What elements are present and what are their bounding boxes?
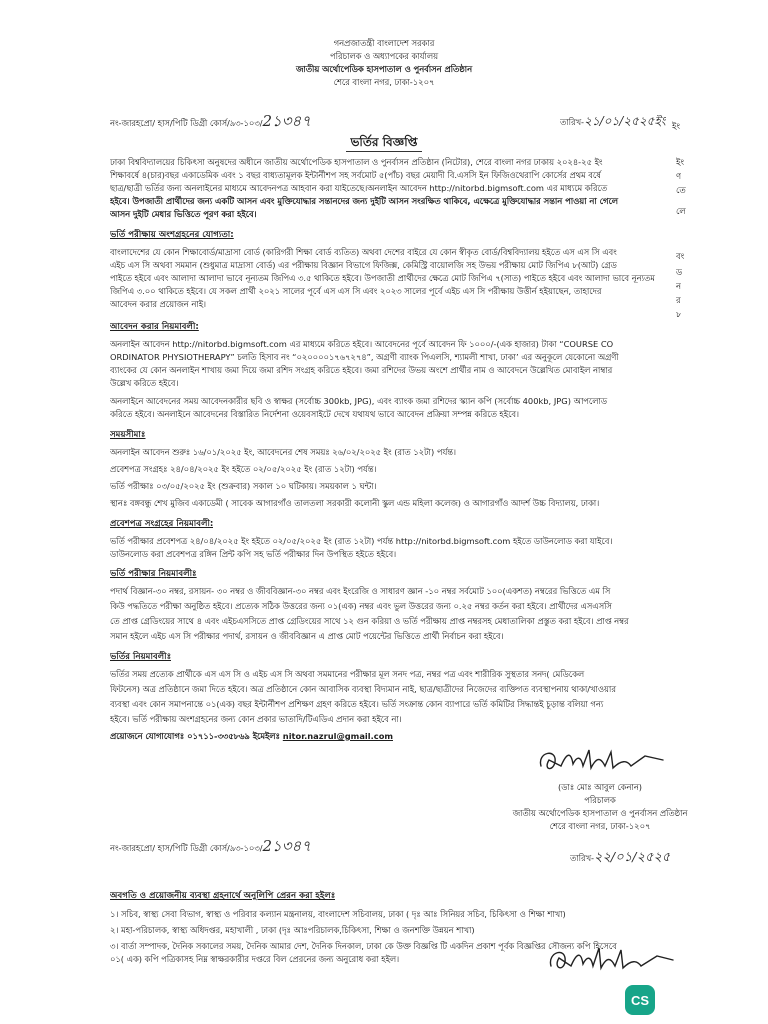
contact-email-label: ইমেইলঃ	[252, 731, 280, 741]
distribution-item: ০১( এক) কপি পত্রিকাসহ নিম্ন স্বাক্ষরকারীর দপ্তরে বিল প্রেরনের জন্য অনুরোধ করা হইল।	[110, 954, 400, 964]
edge-fragment: ড	[676, 267, 683, 277]
memo2-reference-number: 2১৩৪৭	[262, 840, 312, 854]
intro-line: শিক্ষাবর্ষে ৪(চার)বছর একাডেমিক এবং ১ বছর বাধ্যতামূলক ইন্টার্নীশপ সহ সর্বমোট ৫(পাঁচ) বছর মেয়াদী বি.এসসি ইন ফিজিওথেরাপি কোর্সের প্রথম বর্ষে	[110, 170, 601, 180]
eligibility-heading: ভর্তি পরীক্ষায় অংশগ্রহনের যোগ্যতা:	[110, 230, 234, 240]
signature-icon	[535, 742, 670, 778]
exam-line: কিউ পদ্ধতিতে পরীক্ষা অনুষ্ঠিত হইবে। প্রত্যেক সঠিক উত্তরের জন্য ০১(এক) নম্বর এবং ভুল উত্তরের জন্য ০.২৫ নম্বর কর্তন করা হইবে। প্রার্থীদের এসএসসি	[110, 601, 612, 611]
exam-line: তে প্রাপ্ত গ্রেডিংয়ের সাথে ৪ এবং এইচএসসিতে প্রাপ্ত গ্রেডিংয়ের সাথে ১২ গুন করিয়া ও ভর্তি পরীক্ষায় প্রাপ্ত নম্বরসহ মেধাতালিকা প্রস্তুত করা হইবে। প্রাপ্ত নম্বর	[110, 616, 629, 626]
distribution-item: ১। সচিব, স্বাস্থ্য সেবা বিভাগ, স্বাস্থ্য ও পরিবার কল্যান মন্ত্রনালয়, বাংলাদেশ সচিবালয়, ঢাকা ( দৃঃ আঃ সিনিয়র সচিব, চিকিৎসা ও শিক্ষা শাখা)	[110, 909, 566, 919]
contact-email[interactable]: nitor.nazrul@gmail.com	[282, 731, 394, 741]
title-underline	[346, 151, 422, 152]
admission-line: ব্যবস্থা এবং কোন সমাপনান্তে ০১(এক) বছর ইন্টার্নীশপ প্রশিক্ষণ গ্রহণ করিতে হইবে। ভর্তি সংক্রান্ত কোন ব্যাপারে ভর্তি কমিটির সিদ্ধান্তই চূড়ান্ত বলিয়া গন্য	[110, 699, 604, 709]
signatory-institute: জাতীয় অর্থোপেডিক হাসপাতাল ও পুনর্বাসন প্রতিষ্ঠান	[512, 808, 688, 818]
memo2-date-prefix: তারিখ-	[570, 853, 595, 863]
apply-line: অনলাইনে আবেদনের সময় আবেদনকারীর ছবি ও স্বাক্ষর (সর্বোচ্চ 300kb, JPG), এবং ব্যাংক জমা রশিদের স্ক্যান কপি (সর্বোচ্চ 400kb, JPG) আপলোড	[110, 396, 607, 406]
intro-line: ছাত্র/ছাত্রী ভর্তির জন্য অনলাইনের মাধ্যমে আবেদনপত্র আহবান করা যাইতেছে।অনলাইন আবেদন http://nitorbd.bigmsoft.com এর মাধ্যমে করিতে	[110, 183, 608, 193]
apply-heading: আবেদন করার নিয়মাবলী:	[110, 322, 199, 332]
memo2-date-value: ২২/০১/২৫২৫	[594, 852, 671, 864]
eligibility-line: এইচ এস সি অথবা সমমান (শুধুমাত্র মাদ্রাসা বোর্ড) এর পরীক্ষায় বিজ্ঞান বিভাগে ফিজিক্স, কেমিস্ট্রি বায়োলজি সহ উভয় পরীক্ষায় মোট জিপিএ ৮(আট) গ্রেড	[110, 260, 617, 270]
memo2-date	[570, 852, 670, 864]
signatory-address: শেরে বাংলা নগর, ঢাকা-১২০৭	[549, 821, 651, 831]
memo-reference-prefix: নং-জারহপ্রো/ হাস/পিটি ডিগ্রী কোর্স/৯৩-১০৩/	[110, 118, 263, 128]
distribution-item: ৩। বার্তা সম্পাদক, দৈনিক সকালের সময়, দৈনিক আমার দেশ, দৈনিক দিনকাল, ঢাকা কে উক্ত বিজ্ঞপ্তি টি একদিন প্রকাশ পূর্বক বিজ্ঞপ্তির সৌজন্য কপি হিসেবে	[110, 941, 617, 951]
apply-line: উল্লেখ করিতে হইবে।	[110, 378, 179, 388]
intro-line: আসন দুইটি মেধার ভিত্তিতে পূরণ করা হইবে।	[110, 209, 257, 219]
intro-line: হইবে। উপজাতী প্রার্থীদের জন্য একটি আসন এবং মুক্তিযোদ্ধার সন্তানদের জন্য দুইটি আসন সংরক্ষিত থাকিবে, এক্ষেত্রে মুক্তিযোদ্ধার সন্তান পাওয়া না গেলে	[110, 196, 618, 206]
exam-line: সমান হইলে এইচ এস সি পরীক্ষার পদার্থ, রসায়ন ও জীববিজ্ঞান এ প্রাপ্ত মোট পয়েন্টের ভিত্তিতে প্রার্থী নির্বাচন করা হইবে।	[110, 631, 504, 641]
edge-fragment: র	[676, 295, 681, 305]
admission-line: হইবে। ভর্তি পরীক্ষায় অংশগ্রহনের জন্য কোন প্রকার ভাতাদি/টিএডিএ প্রদান করা হইবে না।	[110, 714, 402, 724]
contact-label: প্রয়োজনে যোগাযোগঃ	[110, 731, 185, 741]
edge-fragment: লে	[676, 206, 686, 216]
admission-line: ভর্তির সময় প্রত্যেক প্রার্থীকে এস এস সি ও এইচ এস সি অথবা সমমানের পরীক্ষার মূল সনদ পত্র, নম্বর পত্র এবং শারীরিক সুস্থতার সনদ( মেডিকেল	[110, 669, 585, 679]
contact-line	[110, 730, 393, 742]
edge-fragment: ন	[676, 281, 681, 291]
edge-fragment: বং	[676, 251, 685, 261]
memo-date-value: ২১/০১/২৫২৫ইং	[584, 115, 666, 128]
admission-line: ফিটনেস) অত্র প্রতিষ্ঠানে জমা দিতে হইবে। অত্র প্রতিষ্ঠানে কোন আবাসিক ব্যবস্থা বিদ্যমান নাই, ছাত্র/ছাত্রীদের নিজেদের ব্যক্তিগত ব্যবস্থাপনায় থাকা/খাওয়ার	[110, 684, 616, 694]
memo-date	[560, 115, 666, 128]
edge-fragment: তে	[676, 185, 686, 195]
memo2-reference	[110, 840, 311, 854]
intro-line: ঢাকা বিশ্ববিদ্যালয়ের চিকিৎসা অনুষদের অধীনে জাতীয় অর্থোপেডিক হাসপাতাল ও পুনর্বাসন প্রতিষ্ঠান (নিটোর), শেরে বাংলা নগর ঢাকায় ২০২৪-২৫ ইং	[110, 157, 603, 167]
apply-line: অনলাইন আবেদন http://nitorbd.bigmsoft.com এর মাধ্যমে করিতে হইবে। আবেদনের পূর্বে আবেদন ফি ১০০০/-(এক হাজার) টাকা “COURSE CO	[110, 339, 614, 349]
contact-phone: ০১৭১১-৩৩৫৮৬৯	[187, 731, 250, 741]
edge-fragment: ণ	[676, 171, 682, 181]
memo-reference-number: 2১৩৪৭	[262, 115, 312, 129]
schedule-heading: সময়সীমাঃ	[110, 430, 146, 440]
memo-date-prefix: তারিখ-	[560, 117, 585, 127]
admit-heading: প্রবেশপত্র সংগ্রহের নিয়মাবলী:	[110, 519, 214, 529]
eligibility-line: পাইতে হইবে এবং আলাদা আলাদা ভাবে নূন্যতম জিপিএ ৩.৫ থাকিতে হইবে। উপজাতী প্রার্থীদের ক্ষেত্রে মোট জিপিএ ৭(সাত) পাইতে হইবে এবং আলাদা ভাবে নূন্যতম	[110, 273, 655, 283]
signatory-name: (ডাঃ মোঃ আবুল কেনান)	[557, 782, 643, 792]
memo2-reference-prefix: নং-জারহপ্রো/ হাস/পিটি ডিগ্রী কোর্স/৯৩-১০৩/	[110, 843, 263, 853]
signatory-title: পরিচালক	[584, 795, 616, 805]
exam-heading: ভর্তি পরীক্ষার নিয়মাবলীঃ	[110, 569, 197, 579]
notice-title: ভর্তির বিজ্ঞপ্তি	[350, 135, 418, 149]
exam-line: পদার্থ বিজ্ঞান-৩০ নম্বর, রসায়ন- ৩০ নম্বর ও জীববিজ্ঞান-৩০ নম্বর এবং ইংরেজি ও সাধারণ জ্ঞান -১০ নম্বর সর্বমোট ১০০(একশত) নম্বরের ভিত্তিতে এম সি	[110, 586, 611, 596]
eligibility-line: আবেদন করার প্রয়োজন নাই।	[110, 299, 207, 309]
distribution-item: ২। মহা-পরিচালক, স্বাস্থ্য অধিদপ্তর, মহাখালী , ঢাকা (দৃঃ আঃপরিচালক,চিকিৎসা, শিক্ষা ও জনশক্তি উন্নয়ন শাখা)	[110, 925, 475, 935]
eligibility-line: বাংলাদেশের যে কোন শিক্ষাবোর্ড/মাদ্রাসা বোর্ড (কারিগরী শিক্ষা বোর্ড ব্যতিত) অথবা দেশের বাইরে যে কোন স্বীকৃত বোর্ড/বিশ্ববিদ্যালয় হইতে এস এস সি এবং	[110, 247, 617, 257]
memo-reference	[110, 115, 311, 129]
schedule-line: স্থানঃ বঙ্গবন্ধু শেখ মুজিব একাডেমী ( সাবেক আগারগাঁও তালতলা সরকারী কলোনী স্কুল এন্ড মহিলা কলেজ) ও আগারগাঁও আদর্শ উচ্চ বিদ্যালয়, ঢাকা।	[110, 498, 600, 508]
schedule-line: অনলাইন আবেদন শুরুঃ ১৬/০১/২০২৫ ইং, আবেদনের শেষ সময়ঃ ২৬/০২/২০২৫ ইং (রাত ১২টা) পর্যন্ত।	[110, 447, 456, 457]
apply-line: ORDINATOR PHYSIOTHERAPY” চলতি হিসাব নং “০২০০০০১৭৬৭২৭৪”, অগ্রণী ব্যাংক পিএলসি, শ্যামলী শাখা, ঢাকা’ এর অনুকূলে যেকোনো অগ্রণী	[110, 352, 619, 362]
admit-line: ডাউনলোড করা প্রবেশপত্র রঙ্গিন প্রিন্ট কপি সহ ভর্তি পরীক্ষার দিন উপস্থিত হইতে হইবে।	[110, 549, 397, 559]
header-institute: জাতীয় অর্থোপেডিক হাসপাতাল ও পুনর্বাসন প্রতিষ্ঠান	[295, 64, 473, 74]
header-government: গনপ্রজাতন্ত্রী বাংলাদেশ সরকার	[333, 38, 435, 48]
signature-icon	[545, 940, 680, 976]
schedule-line: প্রবেশপত্র সংগ্রহঃ ২৪/০৪/২০২৫ ইং হইতে ০২/০৫/২০২৫ ইং (রাত ১২টা) পর্যন্ত।	[110, 464, 377, 474]
header-office: পরিচালক ও অধ্যাপকের কার্যালয়	[330, 51, 438, 61]
admit-line: ভর্তি পরীক্ষার প্রবেশপত্র ২৪/০৪/২০২৫ ইং হইতে ০২/০৫/২০২৫ ইং (রাত ১২টা) পর্যন্ত http://nitorbd.bigmsoft.com হইতে ডাউনলোড করা যাইবে।	[110, 536, 613, 546]
camscanner-logo-icon	[625, 985, 655, 1015]
schedule-line: ভর্তি পরীক্ষাঃ ০৩/০৫/২০২৫ ইং (শুক্রবার) সকাল ১০ ঘটিকায়। সময়কাল ১ ঘন্টা।	[110, 481, 377, 491]
distribution-heading: অবগতি ও প্রয়োজনীয় ব্যবস্থা গ্রহনার্থে অনুলিপি প্রেরন করা হইলঃ	[110, 891, 336, 901]
apply-line: করিতে হইবে। অনলাইনে আবেদনের বিস্তারিত নির্দেশনা ওয়েবসাইটে দেখে যথাযথ ভাবে আবেদন প্রক্রিয়া সম্পন্ন করিতে হইবে।	[110, 409, 520, 419]
admission-heading: ভর্তির নিয়মাবলীঃ	[110, 652, 172, 662]
apply-line: ব্যাংকের যে কোন অনলাইন শাখায় জমা দিয়ে জমা রশিদ সংগ্রহ করিতে হইবে। জমা রশিদের উভয় অংশে প্রার্থীর নাম ও আবেদনে উল্লেখিত মোবাইল নাম্বার	[110, 365, 613, 375]
header-address: শেরে বাংলা নগর, ঢাকা-১২০৭	[333, 77, 435, 87]
edge-fragment: ইং	[676, 157, 684, 167]
edge-fragment: ৮	[676, 309, 682, 319]
camscanner-badge-label: CS	[630, 992, 650, 1008]
eligibility-line: জিপিএ ৩.০০ থাকিতে হইবে। যে সকল প্রার্থী ২০২১ সালের পূর্বে এস এস সি এবং ২০২৩ সালের পূর্বে এইচ এস সি পরীক্ষায় উত্তীর্ন হইয়াছেন, তাহাদের	[110, 286, 602, 296]
edge-fragment: ইং	[672, 121, 680, 131]
